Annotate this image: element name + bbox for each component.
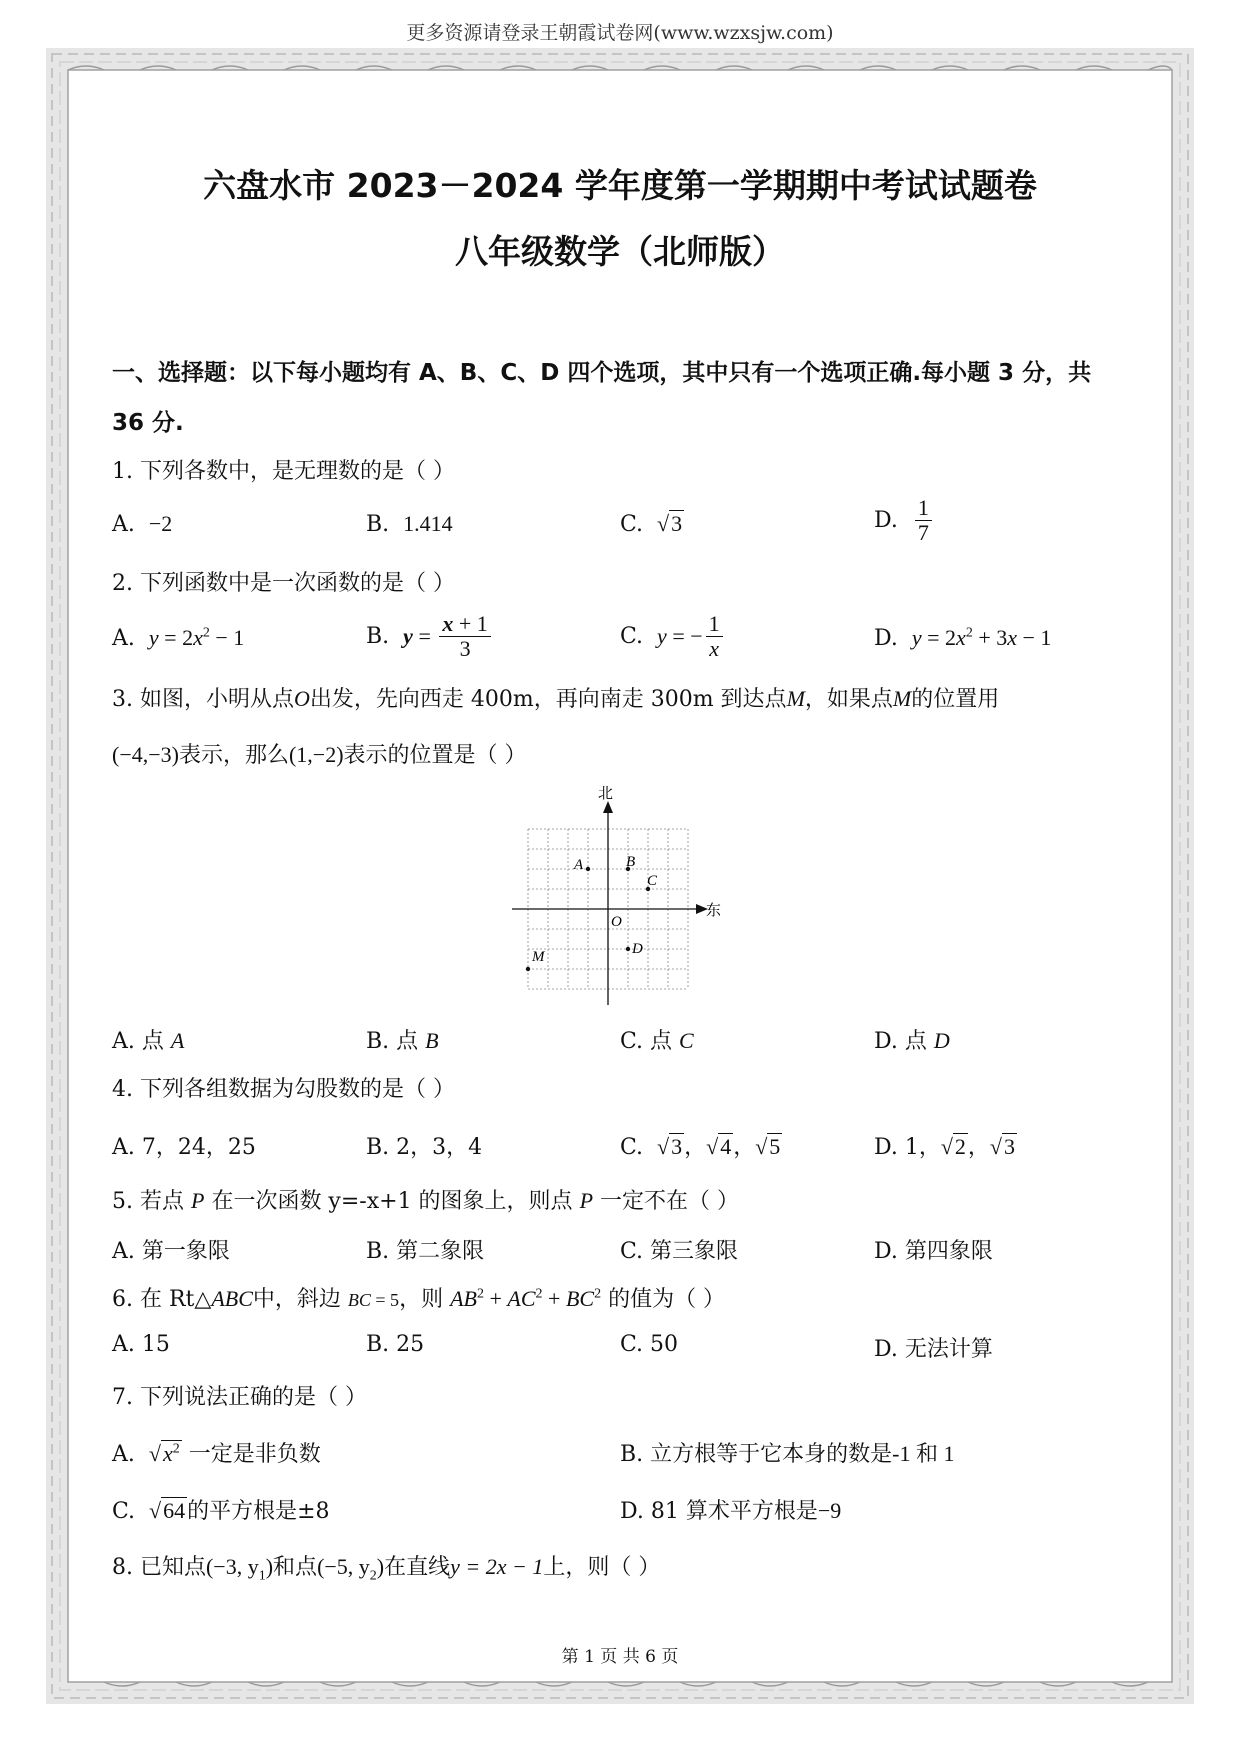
point-a [586,867,590,871]
q3-coordinate-grid-figure [508,785,728,1010]
q6-option-c: C. 50 [620,1332,679,1357]
point-a-label: A [574,857,584,873]
north-label: 北 [598,785,614,802]
q6-option-a: A. 15 [112,1332,170,1357]
section-instructions-cont: 36 分. [112,410,184,436]
q7-option-a: A. $√x^2$ 一定是非负数 [112,1441,321,1467]
q2-stem: 2. 下列函数中是一次函数的是（ ） [112,571,455,596]
q4-stem: 4. 下列各组数据为勾股数的是（ ） [112,1077,455,1102]
q3-stem-line2: (−4,−3)表示，那么(1,−2)表示的位置是（ ） [112,742,527,768]
q4-option-a: A. 7，24，25 [112,1135,256,1160]
q7-stem: 7. 下列说法正确的是（ ） [112,1385,367,1410]
q1-option-d: D. $\frac{1}{7}$ [874,496,935,545]
q5-option-a: A. 第一象限 [112,1239,230,1264]
q6-option-d: D. 无法计算 [874,1337,993,1362]
q5-option-d: D. 第四象限 [874,1239,993,1264]
origin-label: O [611,914,622,930]
q1-stem: 1. 下列各数中，是无理数的是（ ） [112,459,455,484]
exam-subtitle: 八年级数学（北师版） [455,232,785,271]
q6-stem: 6. 在 Rt△ABC中，斜边 BC = 5，则 $AB^2 + AC^2 + BC^2$ 的值为（ ） [112,1286,726,1312]
q2-option-a: A. $y = 2x^2 - 1$ [112,625,245,651]
point-m-label: M [532,949,545,965]
source-banner: 更多资源请登录王朝霞试卷网(www.wzxsjw.com) [406,22,834,44]
q7-option-c: C. √64的平方根是±8 [112,1498,330,1524]
q1-option-c: C. √3 [620,511,683,537]
q2-option-b: B. y = $\frac{x + 1}{3}$ [366,612,494,661]
point-d-label: D [632,941,643,957]
q3-option-d: D. 点 D [874,1028,950,1054]
q5-option-b: B. 第二象限 [366,1239,485,1264]
point-c-label: C [647,873,658,889]
point-b-label: B [626,854,636,870]
q4-option-b: B. 2，3，4 [366,1135,483,1160]
q3-stem-line1: 3. 如图，小明从点O出发，先向西走 400m，再向南走 300m 到达点M，如果点M的位置用 [112,686,1000,712]
q5-option-c: C. 第三象限 [620,1239,739,1264]
q7-option-d: D. 81 算术平方根是−9 [620,1498,842,1524]
q4-option-c: C. √3，√4，√5 [620,1134,781,1160]
q5-stem: 5. 若点 P 在一次函数 y=-x+1 的图象上，则点 P 一定不在（ ） [112,1188,740,1214]
q2-option-d: D. $y = 2x^2 + 3x - 1$ [874,625,1052,651]
section-instructions: 一、选择题：以下每小题均有 A、B、C、D 四个选项，其中只有一个选项正确.每小题 3 分，共 [112,360,1092,386]
q4-option-d: D. 1，√2，√3 [874,1134,1015,1160]
page-footer: 第 1 页 共 6 页 [561,1647,679,1667]
q1-option-b: B. 1.414 [366,511,453,537]
q7-option-b: B. 立方根等于它本身的数是-1 和 1 [620,1441,955,1467]
point-m [526,967,530,971]
point-d [626,947,630,951]
q6-option-b: B. 25 [366,1332,425,1357]
q1-option-a: A. −2 [112,511,173,537]
east-label: 东 [706,901,722,919]
q3-option-c: C. 点 C [620,1028,694,1054]
q8-stem: 8. 已知点(−3, $y_1$)和点(−5, $y_2$)在直线y = 2x − 1上，则（ ） [112,1554,661,1584]
q3-option-b: B. 点 B [366,1028,439,1054]
q2-option-c: C. y = − $\frac{1}{x}$ [620,612,726,661]
exam-title: 六盘水市 2023－2024 学年度第一学期期中考试试题卷 [203,166,1037,205]
q3-option-a: A. 点 A [112,1028,185,1054]
